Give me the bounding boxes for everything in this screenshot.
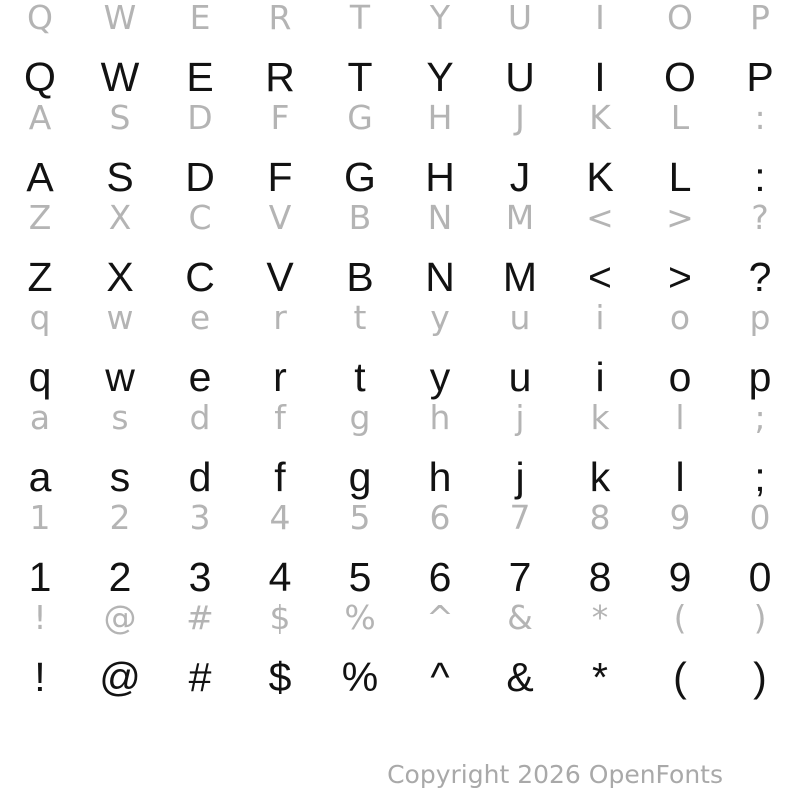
main-glyph: M (502, 254, 538, 300)
preview-glyph: R (268, 0, 292, 37)
main-glyph: 8 (588, 554, 612, 600)
preview-glyph: # (186, 598, 214, 637)
preview-glyph: S (109, 98, 131, 137)
main-glyph: d (188, 454, 212, 500)
preview-glyph: 5 (349, 498, 371, 537)
main-glyph: U (505, 54, 535, 100)
main-glyph: H (425, 154, 455, 200)
main-glyph: I (594, 54, 606, 100)
main-glyph: Q (24, 54, 56, 100)
preview-glyph-row (0, 300, 800, 336)
preview-glyph: U (507, 0, 533, 37)
main-glyph: & (506, 654, 534, 700)
glyph-row-pair (0, 0, 800, 100)
main-glyph: > (668, 254, 692, 300)
preview-glyph: H (427, 98, 453, 137)
glyph-row-pair (0, 500, 800, 600)
main-glyph: q (28, 354, 52, 400)
main-glyph: j (515, 454, 525, 500)
glyph-row-pair (0, 200, 800, 300)
main-glyph: L (668, 154, 692, 200)
preview-glyph: l (675, 398, 685, 437)
main-glyph: * (592, 654, 608, 700)
preview-glyph: ^ (426, 598, 454, 637)
main-glyph: 3 (188, 554, 212, 600)
main-glyph: r (273, 354, 287, 400)
preview-glyph: ? (751, 198, 769, 237)
preview-glyph: 4 (269, 498, 291, 537)
main-glyph: ^ (430, 654, 450, 700)
main-glyph: ) (753, 654, 767, 700)
main-glyph: D (185, 154, 215, 200)
main-glyph: Y (426, 54, 454, 100)
preview-glyph: % (344, 598, 376, 637)
preview-glyph: 8 (589, 498, 611, 537)
preview-glyph-row (0, 100, 800, 136)
main-glyph: @ (99, 654, 141, 700)
preview-glyph: K (589, 98, 611, 137)
main-glyph: A (26, 154, 54, 200)
preview-glyph: 3 (189, 498, 211, 537)
main-glyph: h (428, 454, 452, 500)
main-glyph: 0 (748, 554, 772, 600)
preview-glyph: Z (28, 198, 52, 237)
preview-glyph: C (188, 198, 212, 237)
main-glyph: V (266, 254, 294, 300)
preview-glyph: q (29, 298, 51, 337)
preview-glyph: O (667, 0, 693, 37)
preview-glyph-row (0, 0, 800, 36)
preview-glyph: M (505, 198, 535, 237)
main-glyph: F (267, 154, 293, 200)
main-glyph: p (748, 354, 772, 400)
main-glyph: t (354, 354, 366, 400)
preview-glyph: T (349, 0, 371, 37)
preview-glyph: r (273, 298, 287, 337)
main-glyph: # (188, 654, 212, 700)
main-glyph: o (668, 354, 692, 400)
preview-glyph: < (586, 198, 614, 237)
main-glyph: $ (268, 654, 292, 700)
preview-glyph: w (106, 298, 134, 337)
preview-glyph: $ (269, 598, 291, 637)
preview-glyph: ; (754, 398, 766, 437)
main-glyph: ? (748, 254, 772, 300)
main-glyph: X (106, 254, 134, 300)
main-glyph: g (348, 454, 372, 500)
preview-glyph-row (0, 600, 800, 636)
preview-glyph: g (349, 398, 371, 437)
preview-glyph: & (507, 598, 533, 637)
main-glyph: N (425, 254, 455, 300)
main-glyph: T (347, 54, 373, 100)
main-glyph: u (508, 354, 532, 400)
main-glyph: B (346, 254, 374, 300)
preview-glyph: A (28, 98, 52, 137)
preview-glyph: i (595, 298, 605, 337)
main-glyph: 2 (108, 554, 132, 600)
preview-glyph: N (427, 198, 453, 237)
main-glyph: : (754, 154, 766, 200)
preview-glyph: o (669, 298, 691, 337)
glyph-row-pair (0, 600, 800, 700)
preview-glyph: p (749, 298, 771, 337)
preview-glyph: f (274, 398, 286, 437)
preview-glyph: * (591, 598, 609, 637)
preview-glyph: d (189, 398, 211, 437)
preview-glyph: s (111, 398, 129, 437)
preview-glyph: Y (429, 0, 451, 37)
main-glyph: J (509, 154, 531, 200)
preview-glyph: X (108, 198, 132, 237)
preview-glyph: e (189, 298, 211, 337)
preview-glyph: 7 (509, 498, 531, 537)
preview-glyph: F (270, 98, 290, 137)
main-glyph: Z (27, 254, 53, 300)
main-glyph: S (106, 154, 134, 200)
preview-glyph: G (347, 98, 373, 137)
preview-glyph-row (0, 200, 800, 236)
preview-glyph: 9 (669, 498, 691, 537)
main-glyph: 1 (28, 554, 52, 600)
main-glyph: P (746, 54, 774, 100)
preview-glyph: I (595, 0, 605, 37)
glyph-row-pair (0, 400, 800, 500)
main-glyph: O (664, 54, 696, 100)
preview-glyph: u (509, 298, 531, 337)
main-glyph-row (0, 640, 800, 714)
preview-glyph: J (515, 98, 525, 137)
main-glyph: ! (34, 654, 46, 700)
preview-glyph: k (590, 398, 610, 437)
preview-glyph: > (666, 198, 694, 237)
preview-glyph: h (429, 398, 451, 437)
preview-glyph-row (0, 400, 800, 436)
main-glyph: k (589, 454, 611, 500)
preview-glyph: : (754, 98, 766, 137)
main-glyph: 9 (668, 554, 692, 600)
copyright-text: Copyright 2026 OpenFonts (387, 760, 723, 789)
main-glyph: 6 (428, 554, 452, 600)
main-glyph: 4 (268, 554, 292, 600)
main-glyph: C (185, 254, 215, 300)
preview-glyph-row (0, 500, 800, 536)
preview-glyph: 0 (749, 498, 771, 537)
preview-glyph: D (187, 98, 213, 137)
main-glyph: ( (673, 654, 687, 700)
preview-glyph: W (103, 0, 137, 37)
glyph-row-pair (0, 100, 800, 200)
preview-glyph: ( (673, 598, 687, 637)
preview-glyph: Q (27, 0, 53, 37)
preview-glyph: B (348, 198, 372, 237)
preview-glyph: j (515, 398, 525, 437)
glyph-row-pair (0, 300, 800, 400)
main-glyph: ; (754, 454, 766, 500)
main-glyph: R (265, 54, 295, 100)
main-glyph: a (28, 454, 52, 500)
main-glyph: y (429, 354, 451, 400)
main-glyph: 7 (508, 554, 532, 600)
main-glyph: < (588, 254, 612, 300)
main-glyph: K (586, 154, 614, 200)
preview-glyph: L (670, 98, 690, 137)
preview-glyph: 2 (109, 498, 131, 537)
preview-glyph: ) (753, 598, 767, 637)
preview-glyph: E (189, 0, 211, 37)
main-glyph: 5 (348, 554, 372, 600)
main-glyph: e (188, 354, 212, 400)
main-glyph: E (186, 54, 214, 100)
preview-glyph: 1 (29, 498, 51, 537)
main-glyph: f (274, 454, 286, 500)
preview-glyph: a (29, 398, 51, 437)
main-glyph: % (341, 654, 379, 700)
main-glyph: W (100, 54, 140, 100)
preview-glyph: V (268, 198, 292, 237)
main-glyph: i (595, 354, 605, 400)
preview-glyph: @ (103, 598, 137, 637)
preview-glyph: t (353, 298, 367, 337)
preview-glyph: 6 (429, 498, 451, 537)
main-glyph: w (105, 354, 135, 400)
preview-glyph: P (750, 0, 770, 37)
main-glyph: l (675, 454, 685, 500)
preview-glyph: y (430, 298, 450, 337)
main-glyph: G (344, 154, 376, 200)
preview-glyph: ! (33, 598, 47, 637)
main-glyph: s (109, 454, 131, 500)
